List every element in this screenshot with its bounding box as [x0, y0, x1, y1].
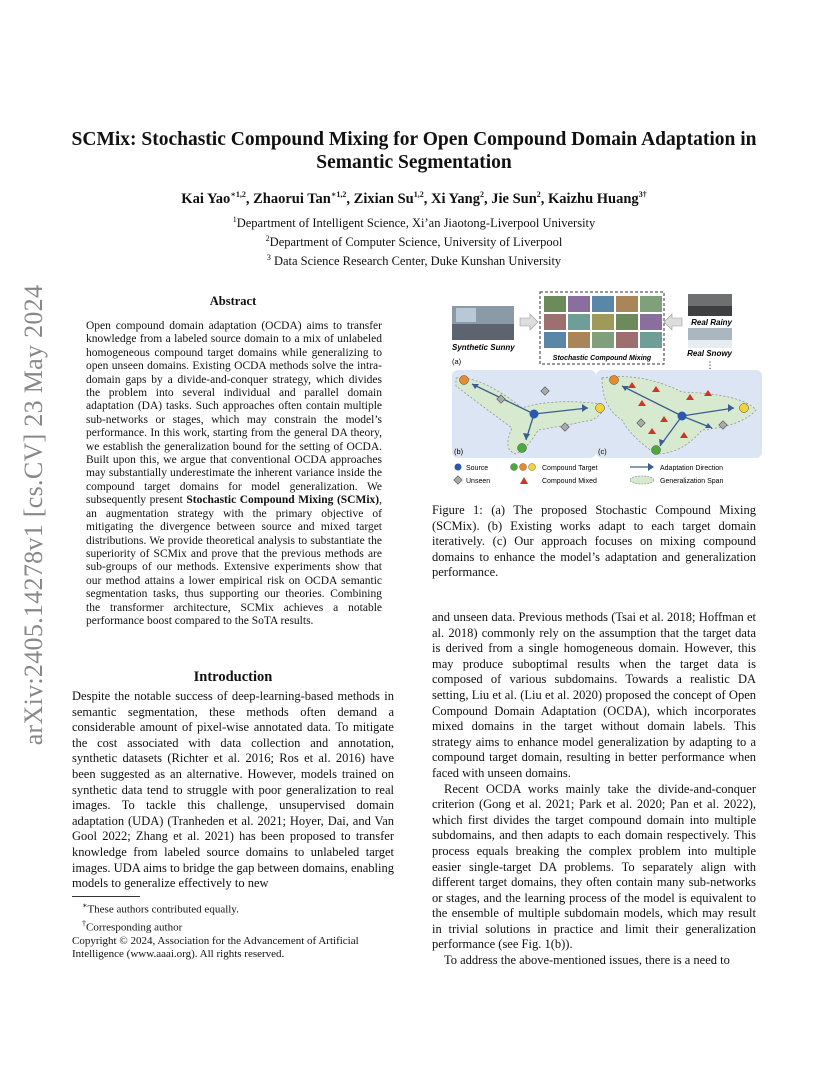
mixed-sample-thumbnail — [616, 332, 638, 348]
abstract-body: Open compound domain adaptation (OCDA) aims to transfer knowledge from a labeled source domain to a mix of unlabeled homogeneous compound target domains while generalizing to open unseen domains. Existing OCDA methods solve the intra-domain gaps by a divide-and-conquer strategy, which divides the problem into several individual and parallel domain adaptation (DA) tasks. Such approaches often contain multiple sub-networks or stages, which may constrain the model’s performance. In this work, starting from the general DA theory, we establish the generalization bound for the setting of OCDA. Built upon this, we argue that conventional OCDA approaches may substantially underestimate the inherent variance inside the compound target domains for model generalization. We subsequently present Stochastic Compound Mixing (SCMix), an augmentation strategy with the primary objective of mitigating the divergence between source and mixed target distributions. We provide theoretical analysis to substantiate the superiority of SCMix and prove that the previous methods are sub-groups of our methods. Extensive experiments show that our method attains a lower empirical risk on OCDA semantic segmentation tasks, thus supporting our theories. Combining the transformer architecture, SCMix achieves a notable performance boost compared to the SoTA results. — [86, 320, 382, 627]
footnote-corresponding: †Corresponding author — [82, 918, 183, 934]
affiliation: $^3$ Data Science Research Center, Duke Kunshan University — [266, 253, 562, 269]
author: Jie Sun$^2$, — [491, 190, 549, 207]
more-domains-ellipsis: ⋮ — [705, 360, 715, 370]
svg-text:Unseen: Unseen — [466, 478, 491, 485]
mixed-sample-thumbnail — [568, 296, 590, 312]
mixed-sample-thumbnail — [592, 314, 614, 330]
figure-legend — [454, 463, 724, 485]
footnote-equal-contribution: ∗These authors contributed equally. — [82, 901, 239, 916]
copyright-notice: Copyright © 2024, Association for the Advancement of Artificial Intelligence (www.aaai.org). All rights reserved. — [72, 934, 359, 960]
affiliation: $^2$Department of Computer Science, University of Liverpool — [265, 234, 563, 250]
mixed-sample-thumbnail — [616, 314, 638, 330]
paragraph: To address the above-mentioned issues, there is a need to — [444, 953, 730, 968]
svg-text:Compound Mixed: Compound Mixed — [542, 478, 597, 485]
mixed-sample-thumbnail — [592, 332, 614, 348]
target-point-yellow-c — [740, 404, 749, 413]
paper-title: SCMix: Stochastic Compound Mixing for Open Compound Domain Adaptation in Semantic Segmentation — [71, 129, 757, 173]
mixed-sample-thumbnail — [640, 332, 662, 348]
mixed-sample-thumbnail — [568, 314, 590, 330]
author: Zhaorui Tan$^{∗1,2}$, — [253, 190, 354, 207]
source-point-b — [530, 410, 539, 419]
stochastic-compound-mixing-label: Stochastic Compound Mixing — [552, 355, 652, 362]
paragraph: Recent OCDA works mainly take the divide-and-conquer criterion (Gong et al. 2021; Park et al. 2020; Pan et al. 2022), which first divides the target compound domain into multiple subdomains, and then adapts to each domain respectively. This process equals breaking the complex problem into multiple easier single-target DA problems. To separately align with different target domains, they often contain many sub-networks or stages, and the learning process of the model is equivalent to the ensemble of multiple subdomain models, which may result in trivial solutions in practice and limit their generalization performance (see Fig. 1(b)). — [432, 781, 756, 952]
real-snowy-label: Real Snowy — [687, 349, 732, 358]
affiliations — [40, 212, 788, 269]
paragraph: and unseen data. Previous methods (Tsai et al. 2018; Hoffman et al. 2018) commonly rely on the assumption that the target data is derived from a single homogeneous domain. However, this may produce suboptimal results when the target data is composed of various subdomains. Towards a realistic DA setting, Liu et al. (Liu et al. 2020) proposed the concept of Open Compound Domain Adaptation (OCDA), which incorporates mixed domains in the target without domain labels. This strategy aims to enhance model generalization by adapting to a compound target domain, resulting in better performance when faced with unseen domains. — [432, 610, 756, 780]
introduction-continued — [432, 610, 756, 969]
svg-text:Generalization Span: Generalization Span — [660, 478, 724, 485]
svg-text:Compound Target: Compound Target — [542, 465, 598, 472]
footnote-rule — [72, 896, 140, 897]
figure-1 — [442, 288, 770, 488]
mixed-sample-thumbnail — [544, 296, 566, 312]
svg-text:Adaptation Direction: Adaptation Direction — [660, 465, 724, 472]
introduction-body — [72, 689, 394, 892]
target-point-orange-c — [610, 376, 619, 385]
source-point-c — [678, 412, 687, 421]
mixed-sample-thumbnail — [616, 296, 638, 312]
panel-a-label: (a) — [452, 357, 462, 366]
footnotes — [72, 899, 394, 961]
target-point-green-c — [652, 446, 661, 455]
figure-caption: Figure 1: (a) The proposed Stochastic Compound Mixing (SCMix). (b) Existing works adapt to each target domain iteratively. (c) Our approach focuses on mixing compound domains to enhance the model’s adaptation and generalization performance. — [432, 503, 756, 580]
mixed-sample-thumbnail — [544, 314, 566, 330]
target-point-green-b — [518, 444, 527, 453]
author-list — [40, 189, 788, 208]
author: Kai Yao$^{∗1,2}$, — [181, 190, 254, 207]
arxiv-identifier: arXiv:2405.14278v1 [cs.CV] 23 May 2024 — [19, 284, 48, 746]
author: Kaizhu Huang$^{3\dagger}$ — [548, 190, 647, 207]
mixed-sample-thumbnail — [592, 296, 614, 312]
panel-b-label: (b) — [454, 447, 464, 456]
affiliation: $^1$Department of Intelligent Science, Xi’an Jiaotong-Liverpool University — [232, 215, 596, 231]
introduction-heading: Introduction — [193, 669, 273, 685]
real-rainy-label: Real Rainy — [691, 318, 732, 327]
author: Zixian Su$^{1,2}$, — [353, 190, 431, 207]
mixed-sample-thumbnail — [544, 332, 566, 348]
target-point-yellow-b — [596, 404, 605, 413]
target-point-orange-b — [460, 376, 469, 385]
arxiv-sidebar — [14, 270, 54, 760]
svg-text:Source: Source — [466, 465, 489, 472]
mixed-sample-thumbnail — [568, 332, 590, 348]
paragraph: Despite the notable success of deep-learning-based methods in semantic segmentation, these methods often demand a considerable amount of pixel-wise annotated data. To mitigate the cost associated with data collection and annotation, synthetic datasets (Richter et al. 2016; Ros et al. 2016) have been suggested as an alternative. However, models trained on synthetic data tend to struggle with poor generalization to real images. To tackle this challenge, unsupervised domain adaptation (UDA) (Tranheden et al. 2021; Hoyer, Dai, and Van Gool 2022; Zhang et al. 2021) has been proposed to transfer knowledge from labeled source domains to unlabeled target images. UDA aims to bridge the gap between domains, enabling models to generalize effectively to new — [72, 689, 394, 891]
abstract-heading: Abstract — [209, 294, 257, 308]
panel-c-label: (c) — [598, 447, 607, 456]
author: Xi Yang$^2$, — [430, 190, 492, 207]
synthetic-sunny-label: Synthetic Sunny — [452, 343, 515, 352]
mixed-sample-thumbnail — [640, 296, 662, 312]
mixed-image-grid — [544, 296, 662, 348]
mixed-sample-thumbnail — [640, 314, 662, 330]
